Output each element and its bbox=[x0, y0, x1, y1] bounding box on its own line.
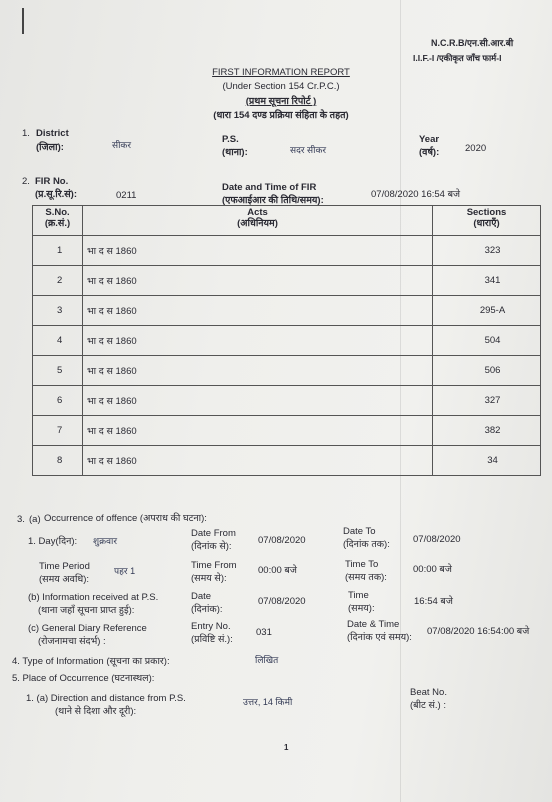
gd-reference-label-hindi: (रोजनामचा संदर्भ) : bbox=[38, 636, 106, 647]
time-period-value: पहर 1 bbox=[114, 566, 136, 576]
row-section: 34 bbox=[433, 446, 541, 476]
gd-datetime-label-hindi: (दिनांक एवं समय): bbox=[347, 632, 412, 643]
row-act: भा द स 1860 bbox=[83, 386, 433, 416]
section-1-number: 1. bbox=[22, 128, 30, 139]
page-number: 1 bbox=[284, 743, 289, 752]
sno-header-label: S.No. bbox=[45, 207, 70, 218]
row-act: भा द स 1860 bbox=[83, 356, 433, 386]
gd-reference-label: (c) General Diary Reference bbox=[28, 623, 147, 634]
date-from-value: 07/08/2020 bbox=[258, 535, 306, 546]
row-section: 295-A bbox=[433, 296, 541, 326]
row-section: 504 bbox=[433, 326, 541, 356]
acts-header-label-hindi: (अधिनियम) bbox=[237, 217, 278, 229]
info-date-value: 07/08/2020 bbox=[258, 596, 306, 607]
fir-datetime-value: 07/08/2020 16:54 बजे bbox=[371, 189, 461, 200]
district-label-hindi: (जिला): bbox=[36, 142, 64, 153]
occurrence-heading: Occurrence of offence (अपराध की घटना): bbox=[44, 513, 207, 524]
day-value: शुक्रवार bbox=[93, 536, 118, 546]
district-value: सीकर bbox=[112, 140, 132, 150]
sections-header-label-hindi: (धाराएँ) bbox=[473, 217, 500, 229]
info-type-label: 4. Type of Information (सूचना का प्रकार): bbox=[12, 656, 170, 667]
fir-datetime-label: Date and Time of FIR bbox=[222, 182, 317, 193]
place-of-occurrence-label: 5. Place of Occurrence (घटनास्थल): bbox=[12, 673, 155, 684]
ps-label: P.S. bbox=[222, 134, 239, 145]
fir-no-label: FIR No. bbox=[35, 176, 69, 187]
sections-header bbox=[433, 206, 541, 236]
year-label-hindi: (वर्ष): bbox=[419, 147, 440, 158]
sno-header bbox=[33, 206, 83, 236]
time-period-label-hindi: (समय अवधि): bbox=[39, 574, 90, 585]
table-row bbox=[33, 236, 541, 266]
acts-sections-table bbox=[32, 205, 541, 476]
ps-value: सदर सीकर bbox=[290, 145, 327, 155]
info-time-label: Time bbox=[348, 590, 369, 601]
row-section: 327 bbox=[433, 386, 541, 416]
gd-datetime-value: 07/08/2020 16:54:00 बजे bbox=[427, 626, 530, 637]
row-act: भा द स 1860 bbox=[83, 326, 433, 356]
report-subtitle: (Under Section 154 Cr.P.C.) bbox=[222, 81, 340, 92]
entry-no-label: Entry No. bbox=[191, 621, 231, 632]
year-label: Year bbox=[419, 134, 440, 145]
time-to-label: Time To bbox=[345, 559, 379, 570]
table-row bbox=[33, 326, 541, 356]
row-sno: 7 bbox=[33, 416, 83, 446]
info-time-label-hindi: (समय): bbox=[348, 603, 375, 614]
date-to-value: 07/08/2020 bbox=[413, 534, 461, 545]
row-sno: 4 bbox=[33, 326, 83, 356]
date-to-label: Date To bbox=[343, 526, 376, 537]
row-sno: 3 bbox=[33, 296, 83, 326]
beat-no-label: Beat No. bbox=[410, 687, 447, 698]
table-row bbox=[33, 446, 541, 476]
row-sno: 5 bbox=[33, 356, 83, 386]
time-from-value: 00:00 बजे bbox=[258, 565, 297, 576]
info-received-label: (b) Information received at P.S. bbox=[28, 592, 159, 603]
info-type-value: लिखित bbox=[255, 655, 279, 665]
time-period-label: Time Period bbox=[39, 561, 90, 572]
row-sno: 6 bbox=[33, 386, 83, 416]
report-subtitle-hindi: (धारा 154 दण्ड प्रक्रिया संहिता के तहत) bbox=[213, 110, 349, 121]
section-3-number: 3. bbox=[17, 514, 25, 525]
info-time-value: 16:54 बजे bbox=[414, 596, 453, 607]
sections-header-label: Sections bbox=[466, 207, 507, 218]
info-date-label-hindi: (दिनांक): bbox=[191, 604, 223, 615]
table-row bbox=[33, 296, 541, 326]
fir-no-label-hindi: (प्र.सू.रि.सं): bbox=[35, 189, 78, 200]
year-value: 2020 bbox=[465, 143, 487, 154]
row-act: भा द स 1860 bbox=[83, 296, 433, 326]
section-3a-marker: (a) bbox=[29, 514, 41, 525]
date-from-label-hindi: (दिनांक से): bbox=[191, 541, 232, 552]
table-row bbox=[33, 416, 541, 446]
row-sno: 2 bbox=[33, 266, 83, 296]
table-row bbox=[33, 386, 541, 416]
direction-distance-value: उत्तर, 14 किमी bbox=[243, 697, 293, 707]
direction-distance-label: 1. (a) Direction and distance from P.S. bbox=[26, 693, 186, 704]
time-from-label-hindi: (समय से): bbox=[191, 573, 227, 584]
fir-no-value: 0211 bbox=[116, 190, 137, 201]
acts-header bbox=[83, 206, 433, 236]
row-section: 382 bbox=[433, 416, 541, 446]
table-row bbox=[33, 266, 541, 296]
report-title: FIRST INFORMATION REPORT bbox=[212, 67, 350, 78]
row-act: भा द स 1860 bbox=[83, 446, 433, 476]
time-to-value: 00:00 बजे bbox=[413, 564, 452, 575]
section-2-number: 2. bbox=[22, 176, 30, 187]
row-act: भा द स 1860 bbox=[83, 266, 433, 296]
entry-no-label-hindi: (प्रविष्टि सं.): bbox=[191, 634, 233, 645]
fir-datetime-label-hindi: (एफआईआर की तिथि/समय): bbox=[222, 195, 324, 206]
date-from-label: Date From bbox=[191, 528, 236, 539]
sno-header-label-hindi: (क्र.सं.) bbox=[44, 217, 71, 229]
table-row bbox=[33, 356, 541, 386]
entry-no-value: 031 bbox=[256, 627, 272, 638]
row-section: 506 bbox=[433, 356, 541, 386]
report-title-hindi: (प्रथम सूचना रिपोर्ट ) bbox=[245, 96, 317, 107]
iif-reference: I.I.F.-I /एकीकृत जाँच फार्म-I bbox=[413, 53, 502, 63]
ncrb-reference: N.C.R.B/एन.सी.आर.बी bbox=[431, 38, 514, 48]
row-sno: 1 bbox=[33, 236, 83, 266]
date-to-label-hindi: (दिनांक तक): bbox=[343, 539, 390, 550]
row-act: भा द स 1860 bbox=[83, 416, 433, 446]
info-received-label-hindi: (थाना जहाँ सूचना प्राप्त हुई): bbox=[38, 605, 135, 616]
ps-label-hindi: (थाना): bbox=[222, 147, 248, 158]
table-header-row bbox=[33, 206, 541, 236]
direction-distance-label-hindi: (थाने से दिशा और दूरी): bbox=[55, 706, 137, 717]
row-section: 341 bbox=[433, 266, 541, 296]
row-section: 323 bbox=[433, 236, 541, 266]
gd-datetime-label: Date & Time bbox=[347, 619, 400, 630]
acts-header-label: Acts bbox=[247, 207, 268, 218]
beat-no-label-hindi: (बीट सं.) : bbox=[410, 700, 446, 711]
row-sno: 8 bbox=[33, 446, 83, 476]
day-label: 1. Day(दिन): bbox=[28, 536, 78, 547]
pen-mark bbox=[22, 8, 24, 34]
district-label: District bbox=[36, 128, 69, 139]
info-date-label: Date bbox=[191, 591, 212, 602]
time-from-label: Time From bbox=[191, 560, 237, 571]
row-act: भा द स 1860 bbox=[83, 236, 433, 266]
time-to-label-hindi: (समय तक): bbox=[345, 572, 387, 583]
